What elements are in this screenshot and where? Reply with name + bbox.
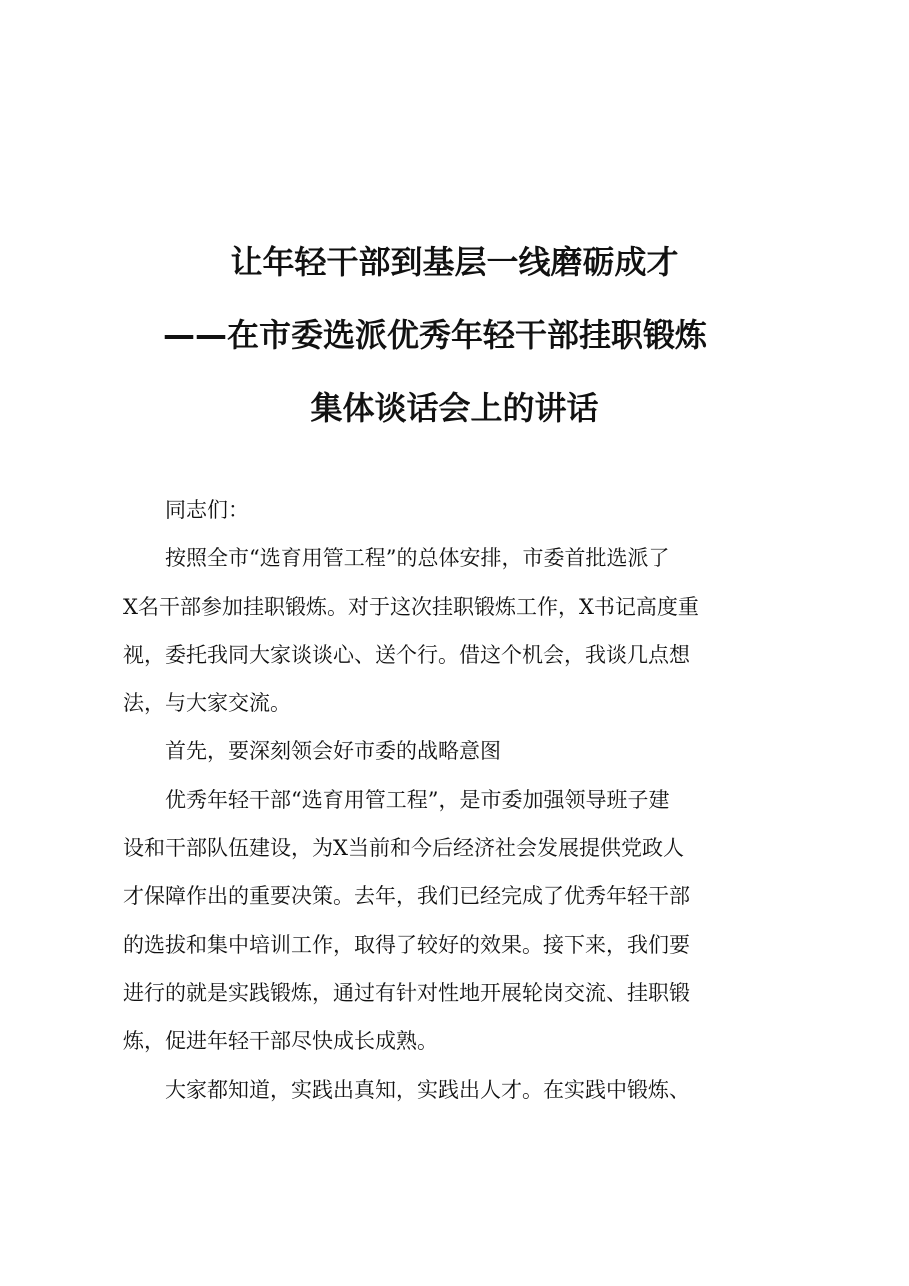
paragraph-line: 视，委托我同大家谈谈心、送个行。借这个机会，我谈几点想 xyxy=(123,642,690,667)
salutation-paragraph xyxy=(123,486,799,534)
body-text xyxy=(123,486,799,1114)
title-line-3: 集体谈话会上的讲话 xyxy=(310,389,599,427)
salutation: 同志们： xyxy=(165,498,249,522)
paragraph-line: 才保障作出的重要决策。去年，我们已经完成了优秀年轻干部 xyxy=(123,884,690,909)
paragraph-3 xyxy=(123,1066,799,1114)
paragraph-line: X名干部参加挂职锻炼。对于这次挂职锻炼工作，X书记高度重 xyxy=(123,594,699,619)
title-line-1: 让年轻干部到基层一线磨砺成才 xyxy=(230,243,679,281)
paragraph-line: 法，与大家交流。 xyxy=(123,691,291,716)
paragraph-line: 大家都知道，实践出真知，实践出人才。在实践中锻炼、 xyxy=(165,1077,690,1102)
paragraph-line: 进行的就是实践锻炼，通过有针对性地开展轮岗交流、挂职锻 xyxy=(123,980,690,1005)
paragraph-line: 的选拔和集中培训工作，取得了较好的效果。接下来，我们要 xyxy=(123,932,690,957)
section-heading: 首先，要深刻领会好市委的战略意图 xyxy=(165,739,501,764)
paragraph-line: 设和干部队伍建设，为X当前和今后经济社会发展提供党政人 xyxy=(123,836,684,861)
paragraph-line: 炼，促进年轻干部尽快成长成熟。 xyxy=(123,1029,438,1054)
paragraph-2 xyxy=(123,776,799,1066)
paragraph-line: 按照全市“选育用管工程”的总体安排，市委首批选派了 xyxy=(165,546,670,571)
title-block xyxy=(0,242,909,461)
title-line-2: ——在市委选派优秀年轻干部挂职锻炼 xyxy=(163,316,708,354)
section-heading-paragraph xyxy=(123,727,799,775)
paragraph-1 xyxy=(123,534,799,727)
paragraph-line: 优秀年轻干部“选育用管工程”，是市委加强领导班子建 xyxy=(165,787,670,812)
